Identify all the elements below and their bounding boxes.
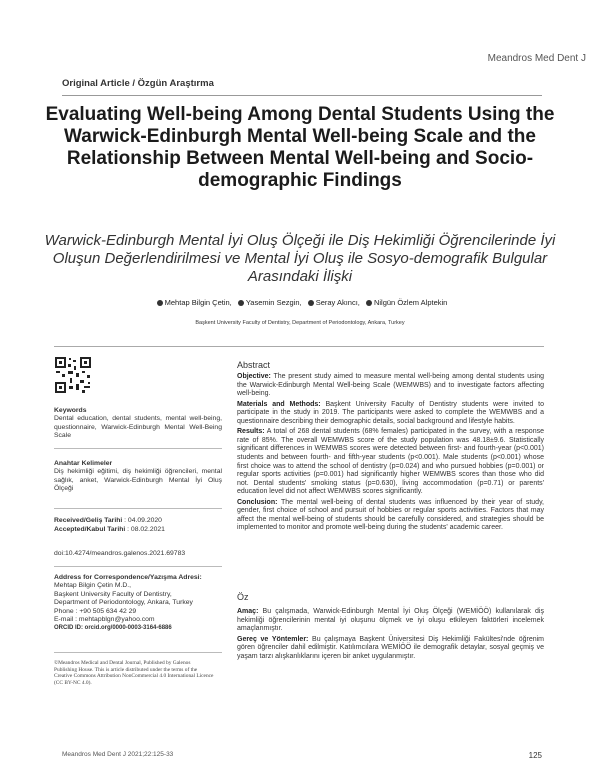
anahtar-label: Anahtar Kelimeler [54,460,113,467]
conclusion-label: Conclusion: [237,498,278,506]
affiliation: Başkent University Faculty of Dentistry, Department of Periodontology, Ankara, Turkey [195,320,405,326]
correspondence-email[interactable]: E-mail : mehtapblgn@yahoo.com [54,616,155,624]
results-text: A total of 268 dental students (68% females) participated in the survey, with a response rate of 85%. The overall WEMWBS score of the study population was 48.18±9.6. Statistically significant differences in WEMWBS scores were detected between first- and fourth-year (p<0.001) students and between fourth- and fifth-year students (p<0.001). Male students (p<0.001) whose first choice was to attend the school of dentistry (p=0.024) and who pursued hobbies (p=0.001) or regular sports activities (p=0.001) had significantly higher WEMWBS scores than those who did not. Dental students' smoking status (p=0.630), living accommodation (p=0.71) or parents' education level did not affect WEMWBS scores significantly. [237,428,544,496]
orcid-icon[interactable] [308,300,314,306]
orcid-icon[interactable] [366,300,372,306]
keywords-section [54,407,222,441]
article-title-turkish: Warwick-Edinburgh Mental İyi Oluş Ölçeği ile Diş Hekimliği Öğrencilerinde İyi Oluşun Değerlendirilmesi ve Mental İyi Oluş ile Sosyo-demografik Bulgular Arasındaki İlişki [44,232,556,285]
divider [54,346,544,347]
correspondence-section [54,574,222,633]
author: Seray Akıncı, [315,298,360,307]
correspondence-label: Address for Correspondence/Yazışma Adresi: [54,574,202,581]
article-category: Original Article / Özgün Araştırma [62,78,214,89]
divider [54,566,222,567]
accepted-date: : 08.02.2021 [127,526,165,534]
divider [54,508,222,509]
anahtar-text: Diş hekimliği eğitimi, diş hekimliği öğrencileri, mental sağlık, anket, Warwick-Edinburgh Mental İyi Oluş Ölçeği [54,468,222,493]
received-date: : 04.09.2020 [124,517,162,524]
correspondence-phone: Phone : +90 505 634 42 29 [54,607,137,615]
dates-section [54,517,222,536]
author: Yasemin Sezgin, [245,298,302,307]
keywords-label: Keywords [54,407,87,414]
orcid-id[interactable]: ORCID ID: orcid.org/0000-0003-3164-6886 [54,625,172,632]
doi[interactable]: doi:10.4274/meandros.galenos.2021.69783 [54,550,186,557]
oz-body [237,608,544,664]
divider [54,448,222,449]
objective-text: The present study aimed to measure mental well-being among dental students using the Warwick-Edinburgh Mental Well-being Scale (WEMWBS) and to investigate factors affecting well-being. [237,373,544,398]
qr-code-icon[interactable] [54,356,92,394]
amac-label: Amaç: [237,608,259,615]
accepted-label: Accepted/Kabul Tarihi [54,526,126,534]
footer-citation: Meandros Med Dent J 2021;22:125-33 [62,751,174,758]
orcid-icon[interactable] [157,300,163,306]
abstract-body [237,373,544,535]
methods-text: Başkent University Faculty of Dentistry students were invited to participate in the study in 2019. The participants were asked to complete the WEMWBS and a questionnaire describing their demographic details, social background and lifestyle habits. [237,400,545,425]
author: Nilgün Özlem Alptekin [373,298,448,307]
anahtar-section [54,460,222,494]
objective-label: Objective: [237,373,271,380]
author: Mehtap Bilgin Çetin, [164,298,232,307]
results-label: Results: [237,428,265,436]
page-number: 125 [528,751,542,760]
license-text: ©Meandros Medical and Dental Journal, Published by Galenos Publishing House. This is article distributed under the terms of the Creative Commons Attribution NonCommercial 4.0 International Licence (CC BY-NC 4.0). [54,660,214,686]
methods-label: Materials and Methods: [237,400,321,408]
orcid-icon[interactable] [238,300,244,306]
correspondence-name: Mehtap Bilgin Çetin M.D., [54,582,132,590]
gerec-text: Bu çalışmaya Başkent Üniversitesi Diş Hekimliği Fakültesi'nde öğrenim gören öğrenciler dahil edilmiştir. Katılımcılara WEMİÖÖ ile demografik detaylar, sosyal geçmiş ve yaşam tarzı alışkanlıklarını içeren bir anket uygulanmıştır. [237,635,544,660]
author-list [40,298,560,307]
divider [62,95,542,96]
correspondence-department: Department of Periodontology, Ankara, Turkey [54,599,193,607]
conclusion-text: The mental well-being of dental students was influenced by their year of study, gender, first choice of school and pursuit of hobbies or regular sports activities. Factors that may affect the mental well-being of students should be carefully considered, and strategies should be implemented to monitor and promote well-being during the students' academic career. [237,498,544,532]
divider [54,652,222,653]
abstract-heading: Abstract [237,360,271,370]
oz-heading: Öz [237,592,249,602]
received-label: Received/Geliş Tarihi [54,517,123,524]
correspondence-institution: Başkent University Faculty of Dentistry, [54,590,172,598]
article-title-english: Evaluating Well-being Among Dental Students Using the Warwick-Edinburgh Mental Well-being Scale and the Relationship Between Mental Well-being and Socio-demographic Findings [45,104,555,191]
journal-name: Meandros Med Dent J [487,53,586,64]
amac-text: Bu çalışmada, Warwick-Edinburgh Mental İyi Oluş Ölçeği (WEMİÖÖ) kullanılarak diş hekimliği öğrencilerinin mental iyi oluşunu ölçmek ve iyi oluşu etkileyen faktörleri incelemek amaçlanmıştır. [237,608,544,633]
keywords-text: Dental education, dental students, mental well-being, questionnaire, Warwick-Edinburgh Mental Well-Being Scale [54,415,222,440]
gerec-label: Gereç ve Yöntemler: [237,635,309,643]
